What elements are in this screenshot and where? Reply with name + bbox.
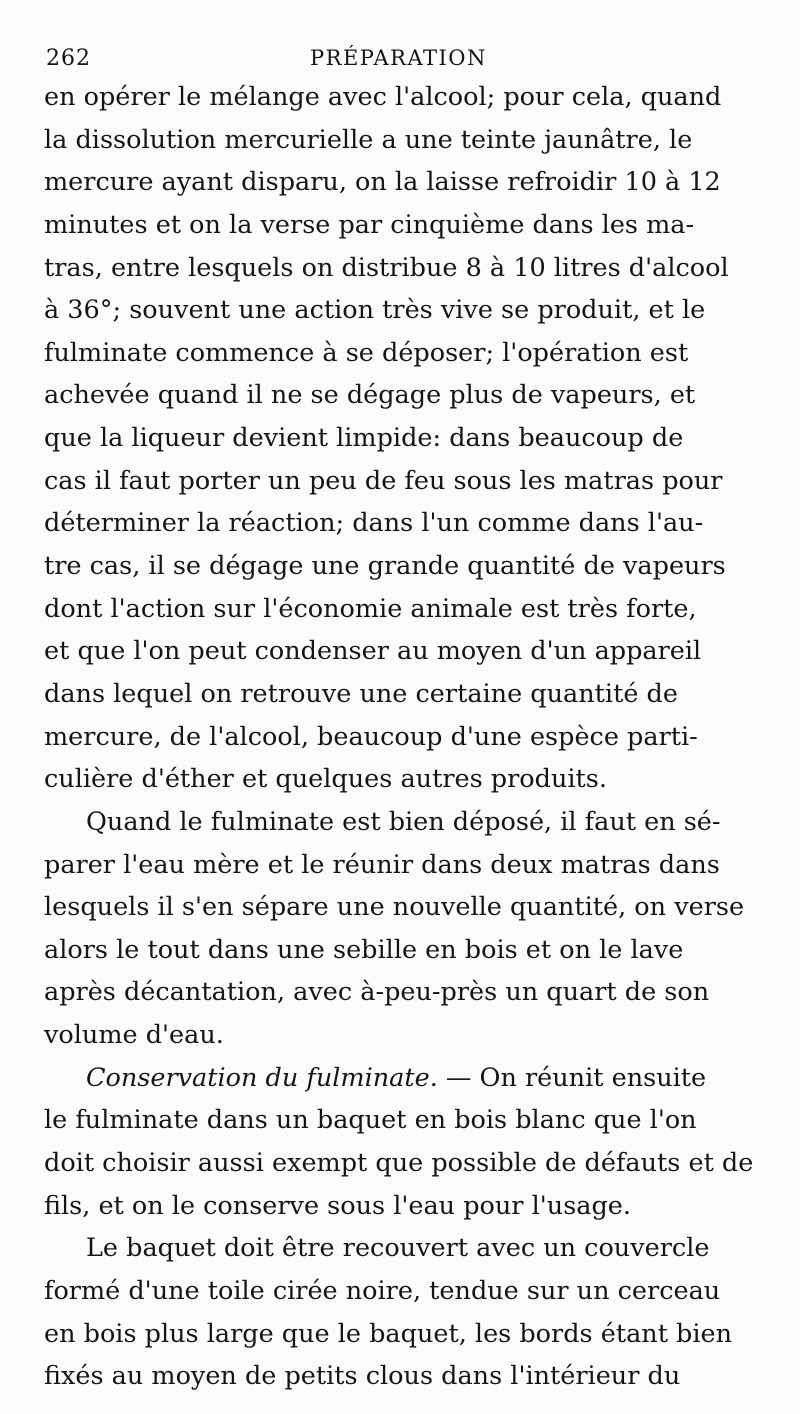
- text-line: [44, 545, 760, 588]
- line-text: formé d'une toile cirée noire, tendue sur un cerceau: [44, 1275, 721, 1306]
- line-text: achevée quand il ne se dégage plus de vapeurs, et: [44, 380, 696, 411]
- line-text: fulminate commence à se déposer; l'opération est: [44, 337, 689, 368]
- text-line: [44, 417, 760, 460]
- text-line: [44, 247, 760, 290]
- text-line: [44, 1014, 760, 1057]
- line-text: que la liqueur devient limpide: dans beaucoup de: [44, 423, 684, 454]
- line-text: en opérer le mélange avec l'alcool; pour cela, quand: [44, 82, 722, 112]
- text-line: [44, 204, 760, 247]
- line-text: fils, et on le conserve sous l'eau pour l'usage.: [44, 1190, 631, 1221]
- line-text: après décantation, avec à-peu-près un quart de son: [44, 977, 710, 1008]
- line-text: dans lequel on retrouve une certaine quantité de: [44, 678, 678, 709]
- text-line: [44, 289, 760, 332]
- line-text: déterminer la réaction; dans l'un comme dans l'au-: [44, 508, 704, 539]
- running-title: PRÉPARATION: [310, 46, 487, 70]
- text-line: [44, 1185, 760, 1228]
- line-text: alors le tout dans une sebille en bois et on le lave: [44, 934, 684, 965]
- text-line: [44, 1355, 760, 1398]
- line-text: doit choisir aussi exempt que possible de défauts et de: [44, 1148, 754, 1179]
- text-line: [44, 801, 760, 844]
- line-text: à 36°; souvent une action très vive se produit, et le: [44, 295, 706, 326]
- text-line: [44, 1057, 760, 1100]
- text-line: [44, 630, 760, 673]
- text-line: [44, 1142, 760, 1185]
- line-text: et que l'on peut condenser au moyen d'un appareil: [44, 636, 702, 667]
- text-line: [44, 1099, 760, 1142]
- line-text: Le baquet doit être recouvert avec un couvercle: [86, 1233, 710, 1264]
- text-line: [44, 844, 760, 887]
- text-line: [44, 119, 760, 162]
- line-text: dont l'action sur l'économie animale est très forte,: [44, 593, 697, 624]
- line-text: — On réunit ensuite: [437, 1062, 707, 1093]
- line-text: fixés au moyen de petits clous dans l'intérieur du: [44, 1361, 681, 1392]
- line-text: volume d'eau.: [44, 1020, 224, 1051]
- line-text: culière d'éther et quelques autres produits.: [44, 764, 607, 795]
- line-text: la dissolution mercurielle a une teinte jaunâtre, le: [44, 124, 693, 155]
- line-text: tre cas, il se dégage une grande quantité de vapeurs: [44, 551, 726, 582]
- line-text: le fulminate dans un baquet en bois blanc que l'on: [44, 1105, 697, 1136]
- text-line: [44, 332, 760, 375]
- text-line: [44, 460, 760, 503]
- line-text: parer l'eau mère et le réunir dans deux matras dans: [44, 849, 720, 880]
- text-line: [44, 502, 760, 545]
- text-line: [44, 588, 760, 631]
- text-line: [44, 758, 760, 801]
- text-line: [44, 716, 760, 759]
- text-line: [44, 161, 760, 204]
- line-text: minutes et on la verse par cinquième dans les ma-: [44, 209, 695, 240]
- text-line: [44, 1227, 760, 1270]
- text-line: [44, 929, 760, 972]
- line-text: mercure ayant disparu, on la laisse refroidir 10 à 12: [44, 167, 721, 198]
- page-body: [44, 76, 760, 1398]
- line-text: tras, entre lesquels on distribue 8 à 10 litres d'alcool: [44, 252, 729, 283]
- page-header: [0, 40, 800, 80]
- line-text: lesquels il s'en sépare une nouvelle quantité, on verse: [44, 892, 745, 923]
- line-text: Quand le fulminate est bien déposé, il faut en sé-: [86, 806, 721, 837]
- text-line: [44, 374, 760, 417]
- page-number: 262: [46, 46, 91, 71]
- text-line: [44, 1270, 760, 1313]
- text-line: [44, 76, 760, 119]
- section-heading: Conservation du fulminate.: [86, 1062, 438, 1093]
- line-text: mercure, de l'alcool, beaucoup d'une espèce parti-: [44, 721, 698, 752]
- text-line: [44, 886, 760, 929]
- line-text: cas il faut porter un peu de feu sous les matras pour: [44, 465, 723, 496]
- text-line: [44, 1313, 760, 1356]
- text-line: [44, 673, 760, 716]
- line-text: en bois plus large que le baquet, les bords étant bien: [44, 1318, 733, 1349]
- text-line: [44, 971, 760, 1014]
